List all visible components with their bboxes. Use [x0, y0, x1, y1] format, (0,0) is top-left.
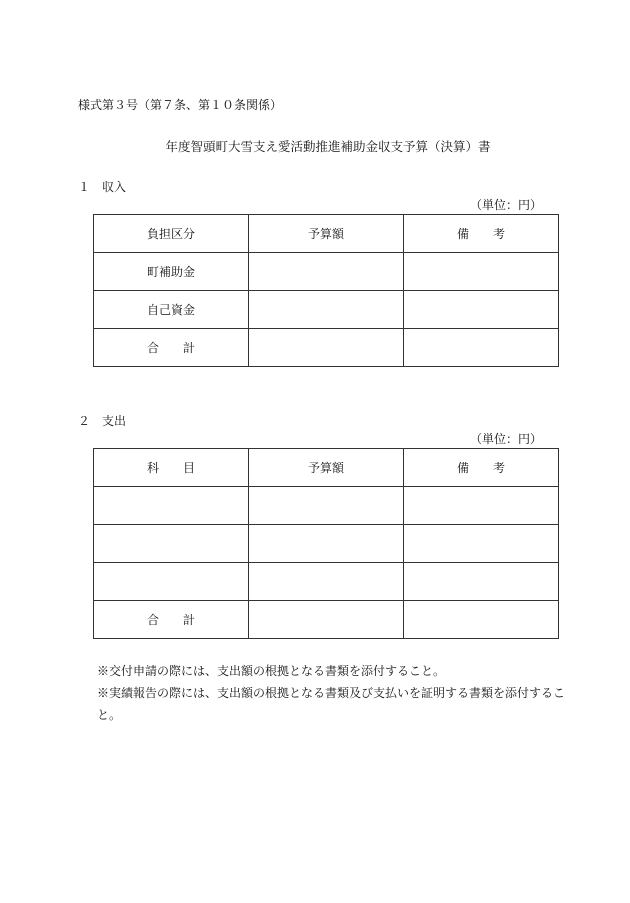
- table-cell-item: [94, 563, 249, 601]
- table-cell-budget: [249, 563, 404, 601]
- income-header-remarks: 備 考: [404, 215, 559, 253]
- table-cell-budget: [249, 329, 404, 367]
- income-unit-label: （単位：円）: [469, 198, 542, 212]
- income-row-town-subsidy: [94, 253, 559, 291]
- table-cell-remarks: [404, 601, 559, 639]
- form-number: 様式第３号（第７条、第１０条関係）: [78, 98, 283, 112]
- table-cell-remarks: [404, 563, 559, 601]
- document-title: 年度智頭町大雪支え愛活動推進補助金収支予算（決算）書: [165, 139, 491, 154]
- notes-block: [97, 660, 565, 726]
- table-cell-remarks: [404, 487, 559, 525]
- table-cell-category: 町補助金: [94, 253, 249, 291]
- expenditure-heading: ２ 支出: [78, 414, 127, 428]
- table-cell-remarks: [404, 253, 559, 291]
- expenditure-unit-label: （単位：円）: [469, 432, 542, 446]
- table-row: [94, 563, 559, 601]
- expenditure-header-budget: 予算額: [249, 449, 404, 487]
- expenditure-table: [93, 448, 559, 639]
- expenditure-header-row: [94, 449, 559, 487]
- income-row-own-funds: [94, 291, 559, 329]
- expenditure-header-remarks: 備 考: [404, 449, 559, 487]
- note-line: ※交付申請の際には、支出額の根拠となる書類を添付すること。: [97, 664, 446, 678]
- table-cell-item: 合 計: [94, 601, 249, 639]
- table-cell-budget: [249, 487, 404, 525]
- table-cell-budget: [249, 253, 404, 291]
- income-heading: １ 収入: [78, 180, 127, 194]
- expenditure-header-item: 科 目: [94, 449, 249, 487]
- table-cell-remarks: [404, 329, 559, 367]
- income-header-category: 負担区分: [94, 215, 249, 253]
- income-header-budget: 予算額: [249, 215, 404, 253]
- table-cell-remarks: [404, 525, 559, 563]
- table-cell-budget: [249, 601, 404, 639]
- note-line: ※実績報告の際には、支出額の根拠となる書類及び支払いを証明する書類を添付するこ: [97, 686, 566, 700]
- table-row: [94, 525, 559, 563]
- table-row: [94, 487, 559, 525]
- income-row-total: [94, 329, 559, 367]
- income-table: [93, 214, 559, 367]
- table-cell-budget: [249, 291, 404, 329]
- table-cell-remarks: [404, 291, 559, 329]
- table-cell-item: [94, 487, 249, 525]
- table-cell-category: 合 計: [94, 329, 249, 367]
- expenditure-row-total: [94, 601, 559, 639]
- income-header-row: [94, 215, 559, 253]
- table-cell-category: 自己資金: [94, 291, 249, 329]
- table-cell-budget: [249, 525, 404, 563]
- note-line: と。: [97, 708, 122, 722]
- table-cell-item: [94, 525, 249, 563]
